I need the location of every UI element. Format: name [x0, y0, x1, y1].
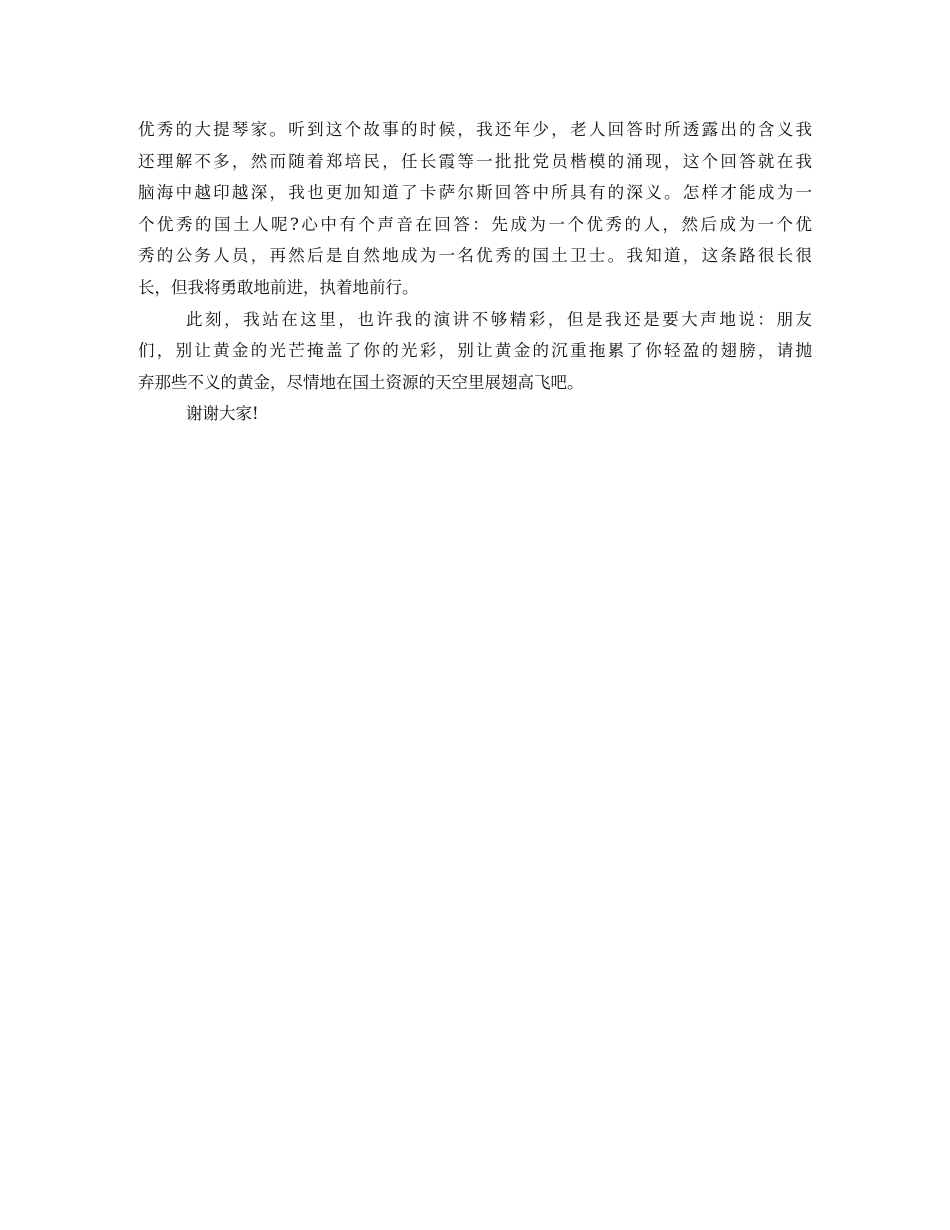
paragraph-1: [138, 114, 812, 304]
text-line: 此刻，我站在这里，也许我的演讲不够精彩，但是我还是要大声地说：朋友: [186, 309, 812, 329]
paragraph-3: [138, 398, 812, 430]
text-line: 们，别让黄金的光芒掩盖了你的光彩，别让黄金的沉重拖累了你轻盈的翅膀，请抛: [138, 341, 812, 361]
text-line: 秀的公务人员，再然后是自然地成为一名优秀的国土卫士。我知道，这条路很长很: [138, 246, 812, 266]
text-line: 脑海中越印越深，我也更加知道了卡萨尔斯回答中所具有的深义。怎样才能成为一: [138, 183, 812, 203]
document-body: [138, 114, 812, 430]
text-line: 长，但我将勇敢地前进，执着地前行。: [138, 277, 419, 297]
paragraph-2: [138, 304, 812, 399]
text-line: 还理解不多，然而随着郑培民，任长霞等一批批党员楷模的涌现，这个回答就在我: [138, 151, 812, 171]
text-line: 个优秀的国土人呢?心中有个声音在回答：先成为一个优秀的人，然后成为一个优: [138, 214, 812, 234]
text-line: 弃那些不义的黄金，尽情地在国土资源的天空里展翅高飞吧。: [138, 372, 584, 392]
text-line: 优秀的大提琴家。听到这个故事的时候，我还年少，老人回答时所透露出的含义我: [138, 120, 812, 139]
text-line: 谢谢大家!: [186, 404, 259, 424]
